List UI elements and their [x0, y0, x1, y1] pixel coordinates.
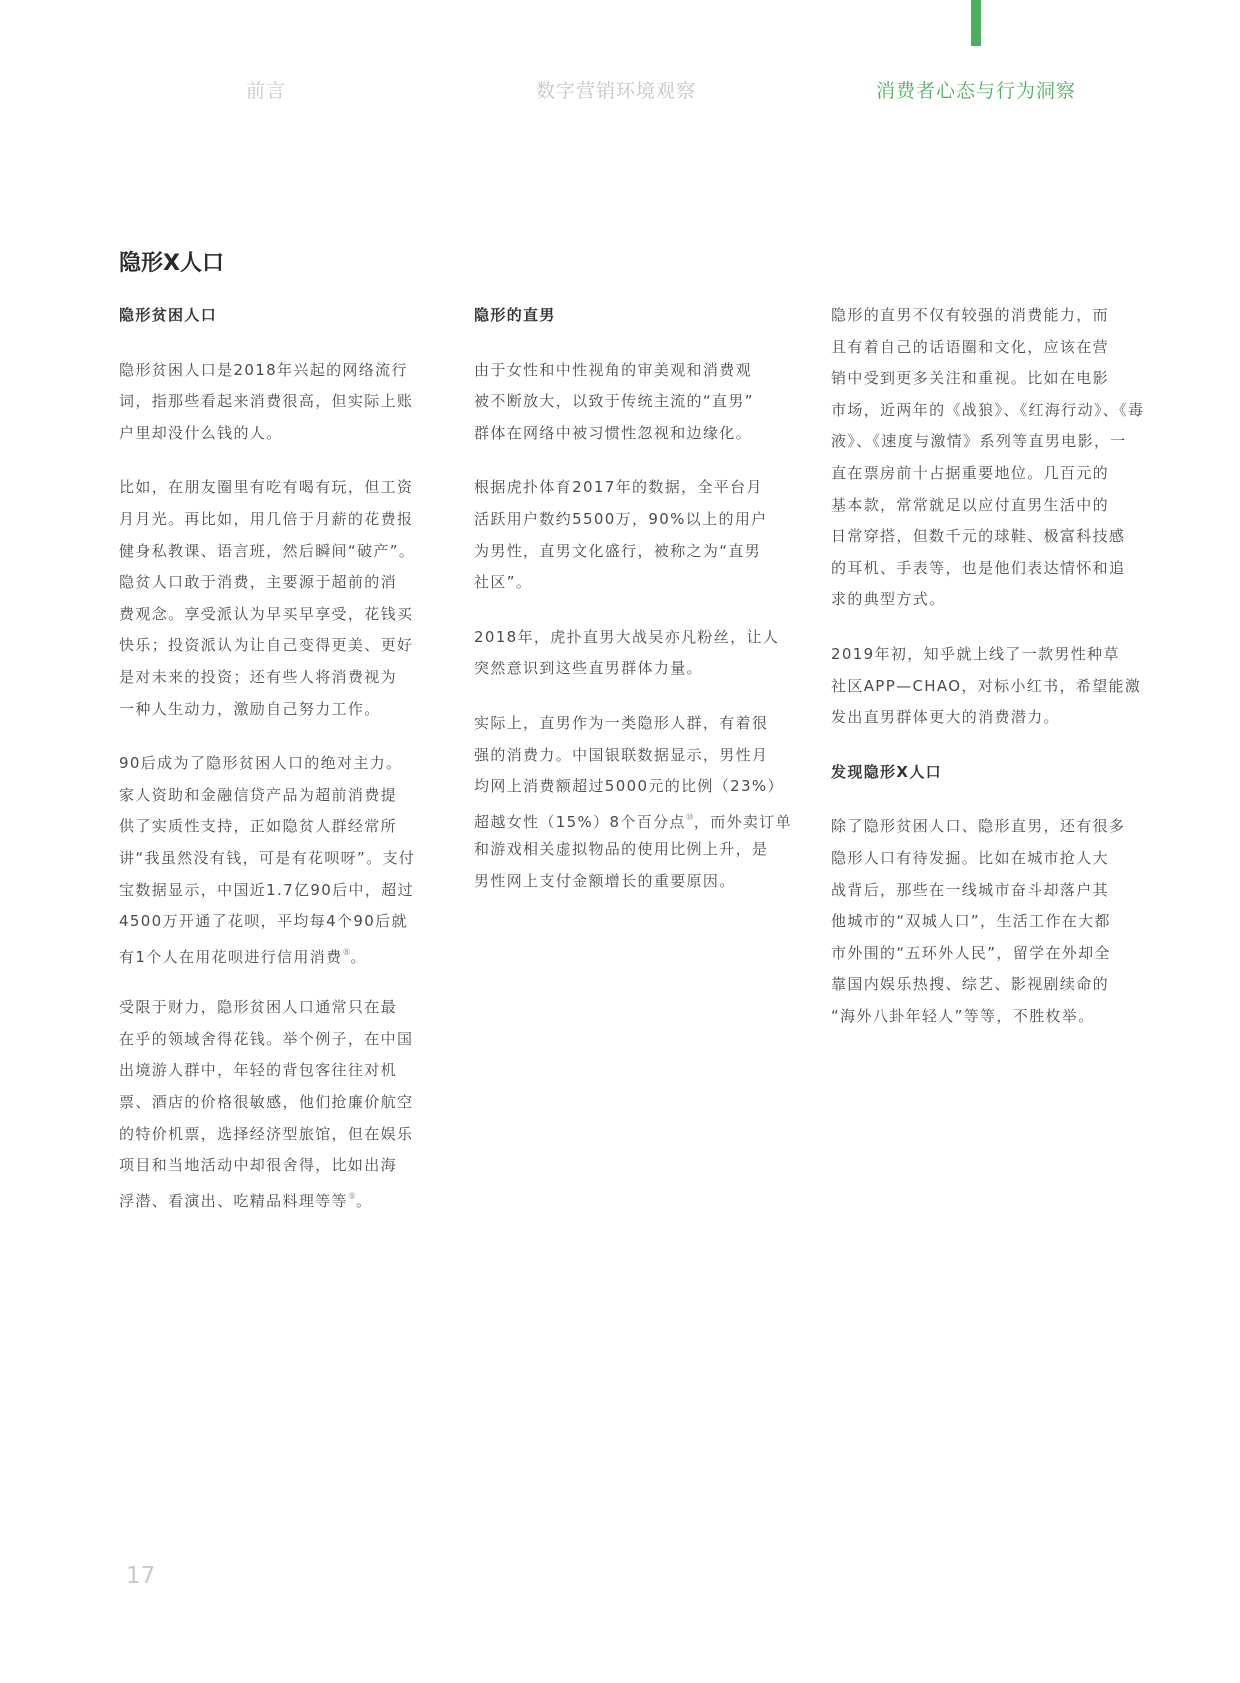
line-text: 发出直男群体更大的消费潜力。	[831, 708, 1060, 727]
line-text: 且有着自己的话语圈和文化，应该在营	[831, 337, 1109, 356]
line-text: 词，指那些看起来消费很高，但实际上账	[119, 392, 414, 411]
line-text: 为男性，直男文化盛行，被称之为“直男	[474, 541, 762, 560]
line-text: 供了实质性支持，正如隐贫人群经常所	[119, 817, 397, 836]
text-line	[831, 300, 1131, 332]
text-line	[831, 458, 1131, 490]
text-line	[831, 521, 1131, 553]
subheading	[474, 300, 774, 332]
text-line	[831, 363, 1131, 395]
line-text: 是对未来的投资；还有些人将消费视为	[119, 667, 397, 686]
line-text: 根据虎扑体育2017年的数据，全平台月	[474, 478, 763, 497]
section-title: 隐形X人口	[119, 251, 224, 276]
paragraph	[831, 639, 1142, 734]
paragraph	[831, 811, 1131, 1032]
footnote-marker[interactable]: ⑧	[342, 947, 351, 958]
text-line	[831, 757, 1131, 789]
paragraph	[119, 472, 419, 725]
text-line	[831, 702, 1131, 734]
text-line	[831, 584, 1131, 616]
line-text: 月月光。再比如，用几倍于月薪的花费报	[119, 509, 414, 528]
text-column-2	[474, 300, 792, 921]
line-text-tail: 。	[355, 1191, 373, 1210]
line-text: 社区APP—CHAO，对标小红书，希望能激	[831, 676, 1142, 695]
line-text: 强的消费力。中国银联数据显示，男性月	[474, 745, 769, 764]
text-line	[831, 875, 1131, 907]
text-line	[119, 1182, 419, 1214]
text-line	[474, 300, 774, 332]
text-line	[119, 567, 419, 599]
line-text-tail: 。	[350, 947, 367, 966]
text-column-1	[119, 300, 419, 1236]
line-text: 求的典型方式。	[831, 590, 946, 609]
line-text: 除了隐形贫困人口、隐形直男，还有很多	[831, 817, 1126, 836]
text-line	[119, 938, 419, 970]
paragraph	[474, 355, 774, 450]
line-text: 票、酒店的价格很敏感，他们抢廉价航空	[119, 1093, 414, 1112]
line-text: 隐形的直男	[474, 306, 556, 324]
footnote-marker[interactable]: ⑩	[685, 812, 694, 823]
line-text: 均网上消费额超过5000元的比例（23%）	[474, 777, 784, 796]
text-line	[831, 395, 1145, 427]
text-line	[119, 1119, 419, 1151]
paragraph	[119, 355, 419, 450]
line-text: 社区”。	[474, 573, 533, 592]
text-line	[474, 418, 774, 450]
text-line	[474, 567, 774, 599]
line-text: 隐形人口有待发掘。比如在城市抢人大	[831, 848, 1109, 867]
text-line	[119, 780, 419, 812]
text-line	[119, 875, 419, 907]
line-text: 市场，近两年的《战狼》、《红海行动》、《毒	[831, 400, 1145, 419]
text-line	[474, 771, 784, 803]
line-text: 突然意识到这些直男群体力量。	[474, 659, 703, 678]
paragraph	[474, 472, 774, 598]
text-line	[119, 599, 419, 631]
nav-tab-consumer-insight[interactable]: 消费者心态与行为洞察	[875, 80, 1077, 102]
text-line	[119, 630, 419, 662]
line-text: 被不断放大，以致于传统主流的“直男”	[474, 392, 754, 411]
text-line	[119, 694, 419, 726]
text-line	[474, 834, 774, 866]
line-text: 4500万开通了花呗，平均每4个90后就	[119, 912, 408, 931]
line-text: 发现隐形X人口	[831, 762, 943, 781]
text-line	[474, 536, 774, 568]
line-text: 超越女性（15%）8个百分点	[474, 812, 686, 831]
line-text: 由于女性和中性视角的审美观和消费观	[474, 360, 752, 379]
text-line	[831, 671, 1142, 703]
line-text: 市外围的“五环外人民”，留学在外却全	[831, 943, 1111, 962]
paragraph	[474, 622, 780, 685]
paragraph	[119, 748, 419, 969]
text-line	[119, 1055, 419, 1087]
text-line	[474, 708, 774, 740]
line-text: 直在票房前十占据重要地位。几百元的	[831, 463, 1109, 482]
text-line	[474, 472, 774, 504]
line-text: 日常穿搭，但数千元的球鞋、极富科技感	[831, 527, 1126, 546]
text-line	[119, 811, 419, 843]
line-text: 液》、《速度与激情》系列等直男电影，一	[831, 432, 1127, 451]
line-text: 比如，在朋友圈里有吃有喝有玩，但工资	[119, 478, 414, 497]
line-text: 靠国内娱乐热搜、综艺、影视剧续命的	[831, 975, 1109, 994]
text-line	[474, 653, 774, 685]
text-line	[119, 662, 419, 694]
line-text: 群体在网络中被习惯性忽视和边缘化。	[474, 423, 752, 442]
paragraph	[474, 708, 792, 898]
line-text: 在乎的领域舍得花钱。举个例子，在中国	[119, 1029, 414, 1048]
line-text: 隐形的直男不仅有较强的消费能力，而	[831, 306, 1109, 324]
text-line	[119, 386, 419, 418]
section-indicator-bar	[971, 0, 981, 46]
text-line	[119, 843, 419, 875]
text-line	[474, 504, 774, 536]
text-line	[119, 906, 419, 938]
line-text: 和游戏相关虚拟物品的使用比例上升，是	[474, 840, 769, 859]
text-line	[831, 1001, 1131, 1033]
text-line	[474, 803, 792, 835]
line-text: 战背后，那些在一线城市奋斗却落户其	[831, 880, 1109, 899]
line-text: 家人资助和金融信贷产品为超前消费提	[119, 785, 397, 804]
text-line	[119, 748, 419, 780]
line-text: 销中受到更多关注和重视。比如在电影	[831, 369, 1109, 388]
text-line	[119, 472, 419, 504]
line-text: 项目和当地活动中却很舍得，比如出海	[119, 1156, 397, 1175]
line-text: 一种人生动力，激励自己努力工作。	[119, 699, 381, 718]
line-text: 的耳机、手表等，也是他们表达情怀和追	[831, 558, 1126, 577]
text-line	[831, 906, 1131, 938]
text-line	[831, 490, 1131, 522]
footnote-marker[interactable]: ⑨	[347, 1191, 356, 1202]
text-line	[119, 1150, 419, 1182]
line-text: 活跃用户数约5500万，90%以上的用户	[474, 509, 768, 528]
line-text: 隐形贫困人口是2018年兴起的网络流行	[119, 360, 408, 379]
subheading	[831, 757, 1131, 789]
line-text: 实际上，直男作为一类隐形人群，有着很	[474, 713, 769, 732]
line-text: 费观念。享受派认为早买早享受，花钱买	[119, 604, 414, 623]
line-text: 讲“我虽然没有钱，可是有花呗呀”。支付	[119, 848, 416, 867]
text-line	[474, 740, 774, 772]
line-text: 2018年，虎扑直男大战吴亦凡粉丝，让人	[474, 627, 780, 646]
text-line	[831, 553, 1131, 585]
text-line	[831, 639, 1131, 671]
line-text: 男性网上支付金额增长的重要原因。	[474, 871, 736, 890]
text-line	[119, 355, 419, 387]
text-line	[831, 426, 1131, 458]
text-line	[831, 843, 1131, 875]
line-text-tail: ，而外卖订单	[693, 812, 792, 831]
line-text: 隐贫人口敢于消费，主要源于超前的消	[119, 573, 397, 592]
line-text: 快乐；投资派认为让自己变得更美、更好	[119, 636, 414, 655]
text-line	[119, 536, 419, 568]
line-text: 2019年初，知乎就上线了一款男性种草	[831, 644, 1120, 663]
text-line	[119, 300, 419, 332]
text-line	[119, 1087, 419, 1119]
text-line	[474, 386, 774, 418]
page-number: 17	[126, 1563, 156, 1589]
text-line	[474, 866, 774, 898]
line-text: 宝数据显示，中国近1.7亿90后中，超过	[119, 880, 414, 899]
line-text: 受限于财力，隐形贫困人口通常只在最	[119, 998, 397, 1017]
line-text: “海外八卦年轻人”等等，不胜枚举。	[831, 1006, 1095, 1025]
nav-tab-digital-marketing[interactable]: 数字营销环境观察	[535, 80, 697, 102]
nav-tab-preface[interactable]: 前言	[245, 80, 287, 102]
paragraph	[119, 992, 419, 1213]
text-column-3	[831, 300, 1145, 1055]
text-line	[474, 622, 780, 654]
line-text: 户里却没什么钱的人。	[119, 423, 283, 442]
line-text: 基本款，常常就足以应付直男生活中的	[831, 495, 1109, 514]
line-text: 出境游人群中，年轻的背包客往往对机	[119, 1061, 397, 1080]
paragraph	[831, 300, 1145, 616]
text-line	[119, 418, 419, 450]
line-text: 90后成为了隐形贫困人口的绝对主力。	[119, 754, 403, 773]
text-line	[474, 355, 774, 387]
subheading	[119, 300, 419, 332]
line-text: 浮潜、看演出、吃精品料理等等	[119, 1191, 348, 1210]
text-line	[831, 938, 1131, 970]
line-text: 的特价机票，选择经济型旅馆，但在娱乐	[119, 1124, 414, 1143]
text-line	[831, 969, 1131, 1001]
text-line	[119, 992, 419, 1024]
text-line	[831, 811, 1131, 843]
line-text: 隐形贫困人口	[119, 306, 218, 324]
text-line	[831, 332, 1131, 364]
line-text: 他城市的“双城人口”，生活工作在大都	[831, 912, 1111, 931]
line-text: 健身私教课、语言班，然后瞬间“破产”。	[119, 541, 416, 560]
text-line	[119, 1024, 419, 1056]
line-text: 有1个人在用花呗进行信用消费	[119, 947, 343, 966]
text-line	[119, 504, 419, 536]
